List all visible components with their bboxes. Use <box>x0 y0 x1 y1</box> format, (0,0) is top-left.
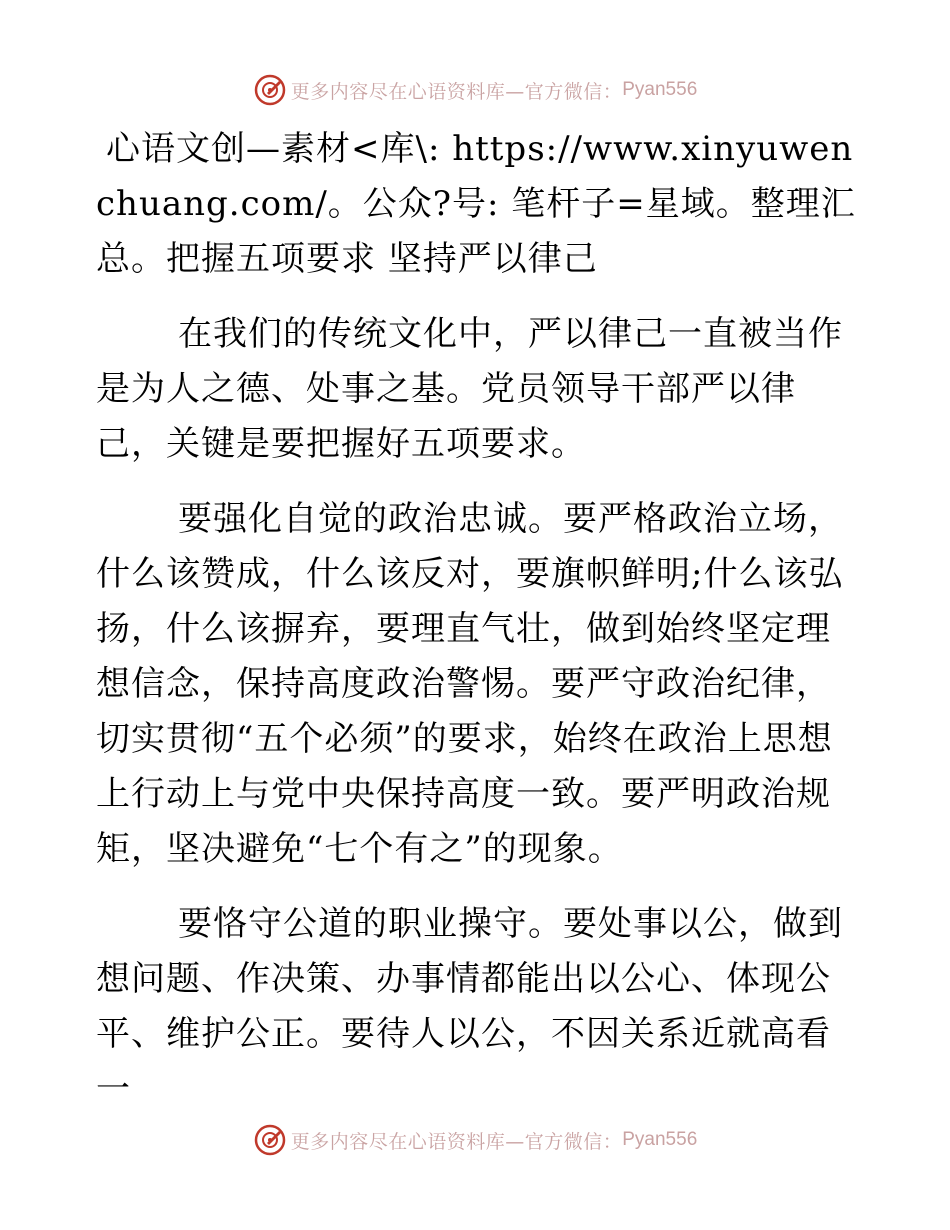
document-paragraph: 要恪守公道的职业操守。要处事以公，做到想问题、作决策、办事情都能出以公心、体现公平、维护公正。要待人以公，不因关系近就高看一 <box>96 904 843 1109</box>
document-paragraph: 在我们的传统文化中，严以律己一直被当作是为人之德、处事之基。党员领导干部严以律己，关键是要把握好五项要求。 <box>96 314 843 464</box>
document-paragraph: 要强化自觉的政治忠诚。要严格政治立场，什么该赞成，什么该反对，要旗帜鲜明;什么该弘扬，什么该摒弃，要理直气壮，做到始终坚定理想信念，保持高度政治警惕。要严守政治纪律，切实贯彻“五个必须”的要求，始终在政治上思想上行动上与党中央保持高度一致。要严明政治规矩，坚决避免“七个有之”的现象。 <box>96 499 844 869</box>
banner-wechat-id: Pyan556 <box>622 1129 698 1150</box>
brand-circle-logo-icon <box>253 1123 287 1157</box>
banner-text: 更多内容尽在心语资料库—官方微信： <box>290 1130 623 1153</box>
brand-circle-logo-icon <box>253 73 287 107</box>
document-body <box>96 122 856 1137</box>
banner-text: 更多内容尽在心语资料库—官方微信： <box>290 80 623 103</box>
footer-watermark-banner <box>0 1120 950 1160</box>
header-watermark-banner <box>0 70 950 110</box>
banner-wechat-id: Pyan556 <box>622 79 698 100</box>
document-intro-line: 心语文创—素材<库\: https://www.xinyuwenchuang.com/。公众?号: 笔杆子=星域。整理汇总。把握五项要求 坚持严以律己 <box>96 129 856 279</box>
